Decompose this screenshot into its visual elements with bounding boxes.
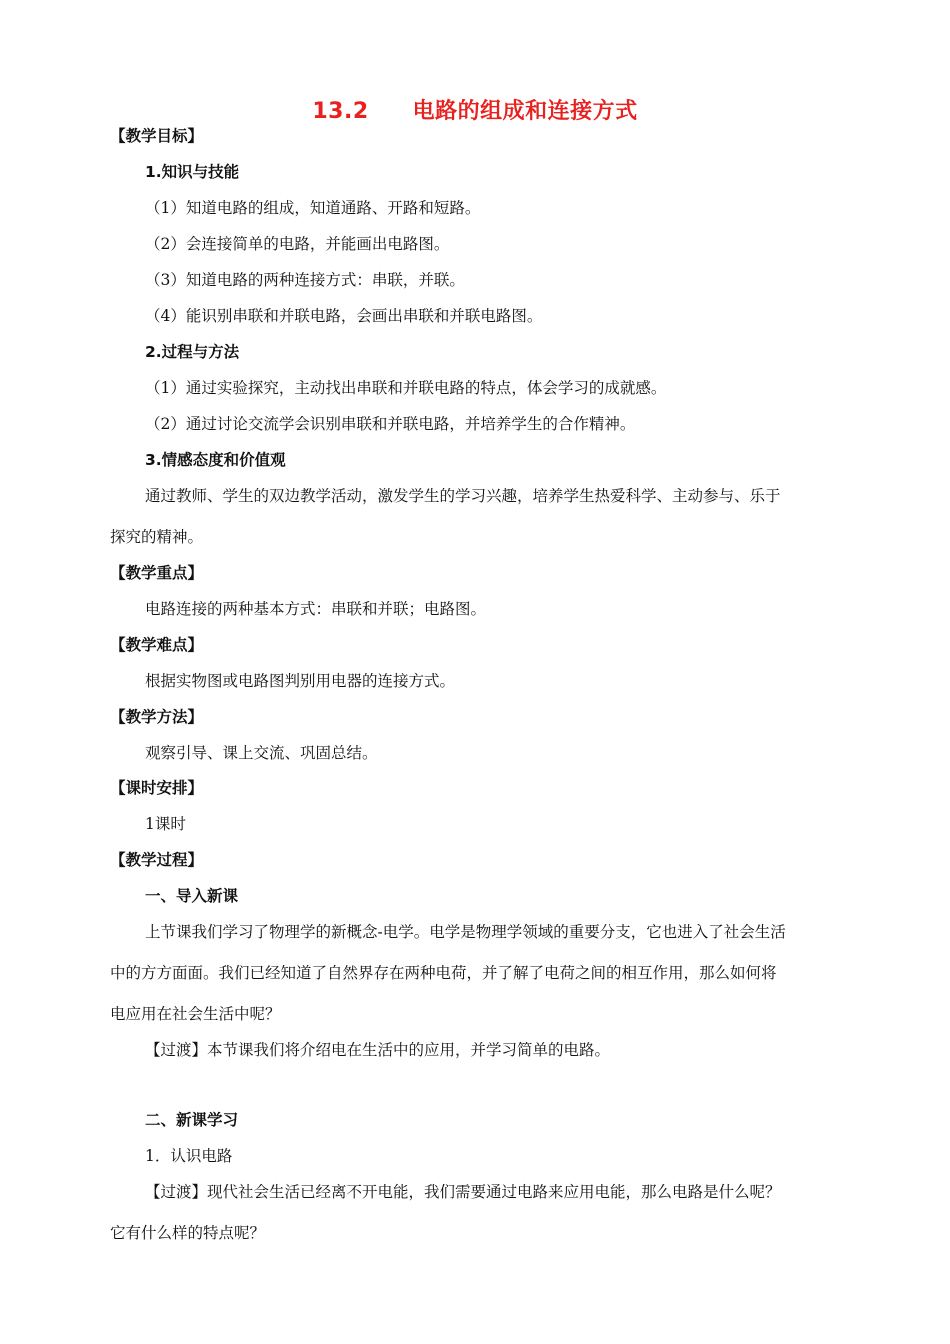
knowledge-item-1: （1）知道电路的组成，知道通路、开路和短路。 (145, 199, 481, 217)
difficulties-heading: 【教学难点】 (110, 636, 204, 654)
process-item-1: （1）通过实验探究，主动找出串联和并联电路的特点，体会学习的成就感。 (145, 379, 667, 397)
intro-transition (145, 1040, 610, 1060)
intro-paragraph-line-3: 电应用在社会生活中呢？ (110, 1005, 281, 1023)
emotion-paragraph-line-1: 通过教师、学生的双边教学活动，激发学生的学习兴趣，培养学生热爱科学、主动参与、乐于 (145, 487, 781, 505)
knowledge-item-4: （4）能识别串联和并联电路，会画出串联和并联电路图。 (145, 307, 543, 325)
recognize-circuit-subheading: 1．认识电路 (145, 1147, 233, 1165)
new-lesson-transition-line-2: 它有什么样的特点呢？ (110, 1224, 266, 1242)
emotion-heading: 3.情感态度和价值观 (145, 451, 286, 469)
section-title: 电路的组成和连接方式 (412, 99, 638, 124)
methods-heading: 【教学方法】 (110, 708, 204, 726)
objectives-heading: 【教学目标】 (110, 127, 204, 145)
key-points-heading: 【教学重点】 (110, 564, 204, 582)
process-method-heading: 2.过程与方法 (145, 343, 240, 361)
new-lesson-transition-line-1 (145, 1182, 781, 1202)
transition-label: 【过渡】 (145, 1041, 208, 1059)
intro-paragraph-line-2: 中的方方面面。我们已经知道了自然界存在两种电荷，并了解了电荷之间的相互作用，那么如何将 (110, 964, 777, 982)
transition-label: 【过渡】 (145, 1183, 208, 1201)
schedule-text: 1课时 (145, 815, 186, 833)
page-title (0, 94, 950, 125)
knowledge-item-2: （2）会连接简单的电路，并能画出电路图。 (145, 235, 450, 253)
key-points-text: 电路连接的两种基本方式：串联和并联；电路图。 (145, 600, 487, 618)
section-number: 13.2 (312, 99, 369, 124)
intro-paragraph-line-1: 上节课我们学习了物理学的新概念-电学。电学是物理学领域的重要分支，它也进入了社会生活 (145, 923, 786, 941)
new-lesson-heading: 二、新课学习 (145, 1111, 239, 1129)
schedule-heading: 【课时安排】 (110, 779, 204, 797)
difficulties-text: 根据实物图或电路图判别用电器的连接方式。 (145, 672, 456, 690)
methods-text: 观察引导、课上交流、巩固总结。 (145, 744, 378, 762)
knowledge-item-3: （3）知道电路的两种连接方式：串联，并联。 (145, 271, 465, 289)
emotion-paragraph-line-2: 探究的精神。 (110, 528, 204, 546)
process-item-2: （2）通过讨论交流学会识别串联和并联电路，并培养学生的合作精神。 (145, 415, 636, 433)
intro-heading: 一、导入新课 (145, 887, 239, 905)
transition-text: 本节课我们将介绍电在生活中的应用，并学习简单的电路。 (207, 1041, 611, 1059)
transition-text: 现代社会生活已经离不开电能，我们需要通过电路来应用电能，那么电路是什么呢？ (207, 1183, 781, 1201)
knowledge-heading: 1.知识与技能 (145, 163, 240, 181)
teaching-process-heading: 【教学过程】 (110, 851, 204, 869)
